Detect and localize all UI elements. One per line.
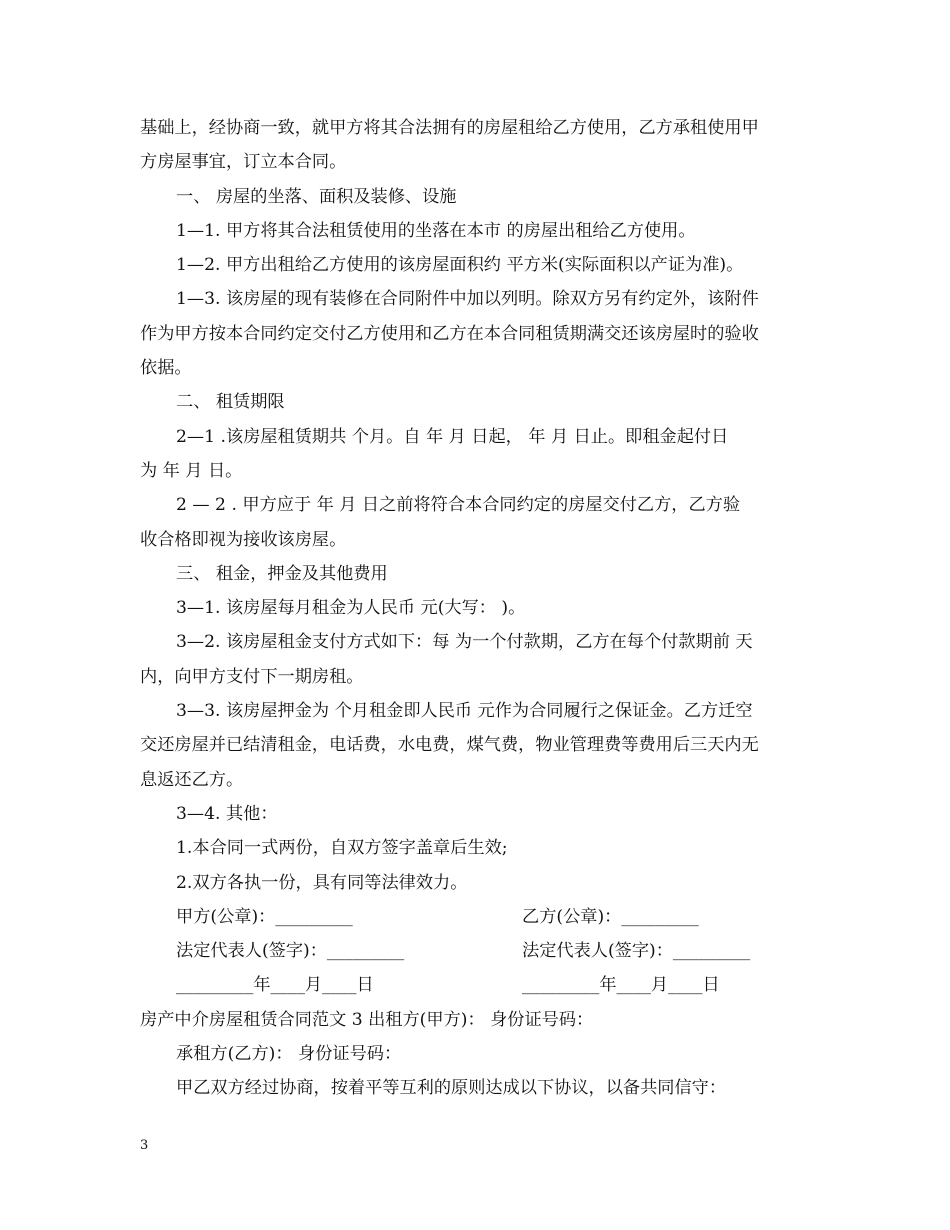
section-heading-3: 三、 租金，押金及其他费用	[176, 563, 388, 584]
agreement-intro: 甲乙双方经过协商，按着平等互利的原则达成以下协议，以备共同信守：	[176, 1078, 727, 1099]
lessee-info: 承租方(乙方)： 身份证号码：	[176, 1044, 402, 1065]
party-b-date: _________年____月____日	[522, 975, 720, 996]
signature-row-date	[140, 968, 816, 1002]
body-line: 基础上，经协商一致，就甲方将其合法拥有的房屋租给乙方使用，乙方承租使用甲	[140, 118, 759, 138]
party-a-seal: 甲方(公章)：_________	[176, 906, 353, 927]
party-b-representative: 法定代表人(签字)：_________	[522, 941, 751, 962]
next-contract-title: 房产中介房屋租赁合同范文 3 出租方(甲方)： 身份证号码：	[140, 1009, 594, 1030]
body-line: 依据。	[140, 358, 192, 379]
party-a-representative: 法定代表人(签字)：_________	[176, 941, 405, 962]
clause-2-2: 2 — 2 . 甲方应于 年 月 日之前将符合本合同约定的房屋交付乙方，乙方验	[176, 495, 741, 516]
page-number: 3	[140, 1138, 149, 1153]
body-line: 方房屋事宜，订立本合同。	[140, 152, 347, 173]
list-item: 2.双方各执一份，具有同等法律效力。	[176, 872, 468, 893]
body-line: 收合格即视为接收该房屋。	[140, 529, 347, 550]
clause-1-1: 1—1. 甲方将其合法租赁使用的坐落在本市 的房屋出租给乙方使用。	[176, 220, 696, 241]
clause-2-1: 2—1 .该房屋租赁期共 个月。自 年 月 日起， 年 月 日止。即租金起付日	[176, 426, 729, 447]
contract-body	[140, 111, 816, 1106]
body-line: 作为甲方按本合同约定交付乙方使用和乙方在本合同租赁期满交还该房屋时的验收	[140, 323, 759, 344]
clause-3-1: 3—1. 该房屋每月租金为人民币 元(大写： )。	[176, 598, 526, 619]
clause-1-2: 1—2. 甲方出租给乙方使用的该房屋面积约 平方米(实际面积以产证为准)。	[176, 255, 744, 276]
clause-1-3: 1—3. 该房屋的现有装修在合同附件中加以列明。除双方另有约定外，该附件	[176, 289, 759, 310]
body-line: 交还房屋并已结清租金，电话费，水电费，煤气费，物业管理费等费用后三天内无	[140, 735, 759, 756]
signature-row-representative	[140, 934, 816, 968]
clause-3-2: 3—2. 该房屋租金支付方式如下：每 为一个付款期，乙方在每个付款期前 天	[176, 632, 753, 653]
party-a-date: _________年____月____日	[176, 975, 374, 996]
clause-3-4: 3—4. 其他：	[176, 803, 278, 824]
body-line: 内，向甲方支付下一期房租。	[140, 666, 364, 687]
clause-3-3: 3—3. 该房屋押金为 个月租金即人民币 元作为合同履行之保证金。乙方迁空	[176, 701, 753, 722]
list-item: 1.本合同一式两份，自双方签字盖章后生效;	[176, 838, 508, 859]
section-heading-1: 一、 房屋的坐落、面积及装修、设施	[176, 186, 457, 207]
body-line: 为 年 月 日。	[140, 460, 243, 481]
section-heading-2: 二、 租赁期限	[176, 392, 285, 413]
signature-row-seal	[140, 900, 816, 934]
party-b-seal: 乙方(公章)：_________	[522, 906, 699, 927]
body-line: 息返还乙方。	[140, 769, 244, 790]
